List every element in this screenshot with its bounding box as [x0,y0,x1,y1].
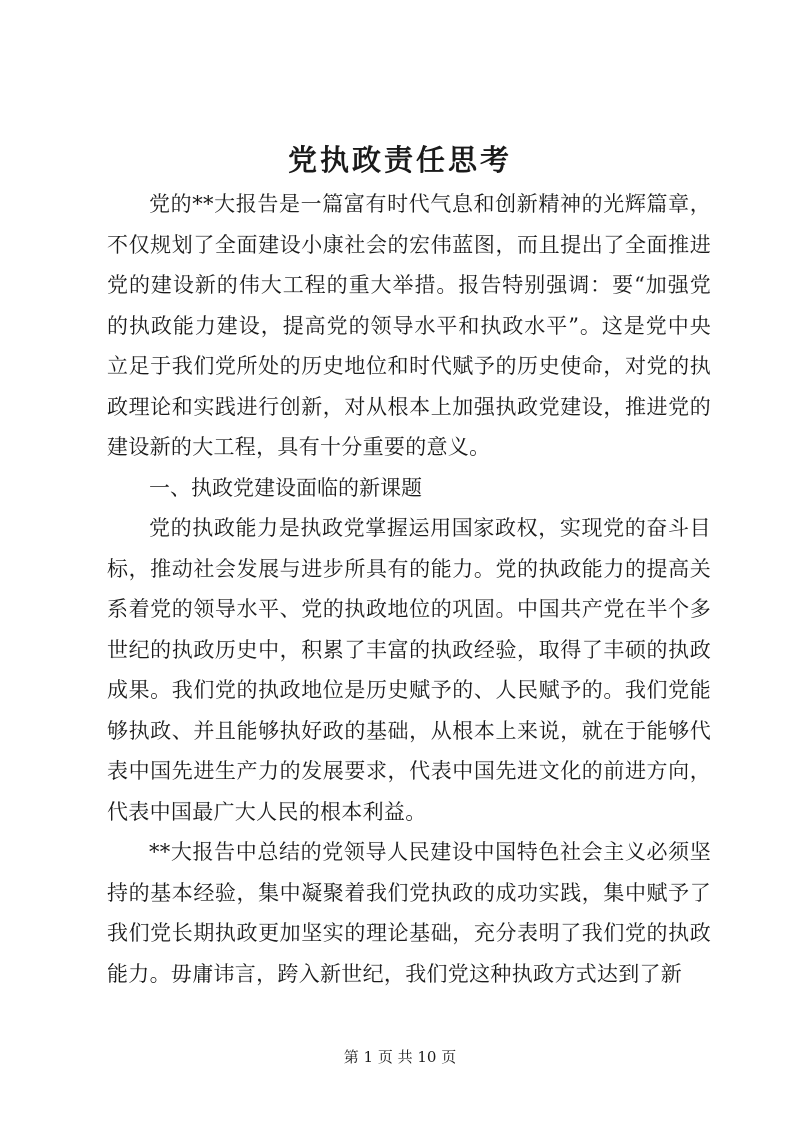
section-heading: 一、执政党建设面临的新课题 [149,475,422,500]
paragraph-intro: 党的**大报告是一篇富有时代气息和创新精神的光辉篇章，不仅规划了全面建设小康社会的宏伟蓝图，而且提出了全面推进党的建设新的伟大工程的重大举措。报告特别强调：要“加强党的执政能力建设，提高党的领导水平和执政水平”。这是党中央立足于我们党所处的历史地位和时代赋予的历史使命，对党的执政理论和实践进行创新，对从根本上加强执政党建设，推进党的建设新的大工程，具有十分重要的意义。 [107,192,711,459]
document-title: 党执政责任思考 [287,143,512,177]
paragraph-experience: **大报告中总结的党领导人民建设中国特色社会主义必须坚持的基本经验，集中凝聚着我们党执政的成功实践，集中赋予了我们党长期执政更加坚实的理论基础，充分表明了我们党的执政能力。毋庸讳言，跨入新世纪，我们党这种执政方式达到了新 [107,840,711,986]
document-body [107,184,711,994]
page-number-footer: 第 1 页 共 10 页 [343,1048,457,1066]
paragraph-capability: 党的执政能力是执政党掌握运用国家政权，实现党的奋斗目标，推动社会发展与进步所具有的能力。党的执政能力的提高关系着党的领导水平、党的执政地位的巩固。中国共产党在半个多世纪的执政历史中，积累了丰富的执政经验，取得了丰硕的执政成果。我们党的执政地位是历史赋予的、人民赋予的。我们党能够执政、并且能够执好政的基础，从根本上来说，就在于能够代表中国先进生产力的发展要求，代表中国先进文化的前进方向，代表中国最广大人民的根本利益。 [107,516,711,824]
